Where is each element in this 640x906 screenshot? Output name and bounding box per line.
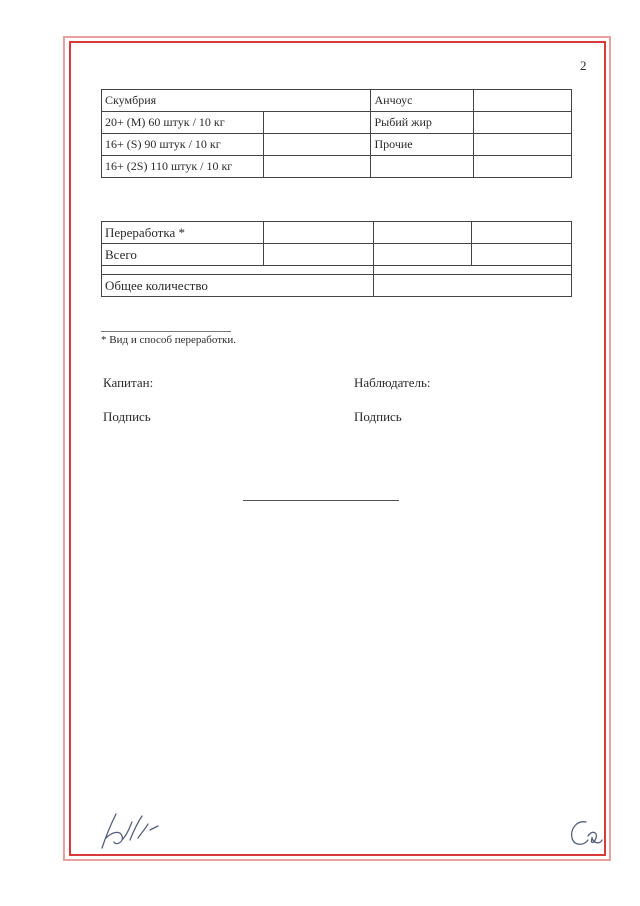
table-cell-label xyxy=(371,156,474,178)
observer-label: Наблюдатель: xyxy=(354,375,431,390)
captain-label: Капитан: xyxy=(103,375,154,390)
table-row xyxy=(102,244,572,266)
handwritten-signature-right xyxy=(566,816,606,850)
table-cell-label: Всего xyxy=(102,244,264,266)
table-row xyxy=(102,266,572,275)
handwritten-signature-left xyxy=(98,808,168,852)
table-row xyxy=(102,156,572,178)
table-cell-empty xyxy=(472,244,572,266)
signature-line xyxy=(243,500,399,501)
catch-table xyxy=(101,89,572,178)
table-cell-empty xyxy=(373,222,472,244)
table-row xyxy=(102,134,572,156)
table-cell-empty xyxy=(373,244,472,266)
footnote-divider xyxy=(101,331,231,332)
table-cell-empty xyxy=(373,266,571,275)
table-row xyxy=(102,275,572,297)
table-cell-empty xyxy=(474,134,572,156)
table-cell-empty xyxy=(472,222,572,244)
table-cell-empty xyxy=(263,244,373,266)
table-cell-empty xyxy=(474,90,572,112)
captain-signature-label: Подпись xyxy=(103,409,151,424)
table-cell-empty xyxy=(263,134,371,156)
table-cell-label: Переработка * xyxy=(102,222,264,244)
table-cell-label: Общее количество xyxy=(102,275,374,297)
table-cell-label: 16+ (S) 90 штук / 10 кг xyxy=(102,134,264,156)
page-number: 2 xyxy=(580,58,587,73)
table-cell-label: Скумбрия xyxy=(102,90,371,112)
totals-table xyxy=(101,221,572,297)
table-cell-empty xyxy=(373,275,571,297)
table-cell-label: 16+ (2S) 110 штук / 10 кг xyxy=(102,156,264,178)
table-row xyxy=(102,222,572,244)
table-cell-empty xyxy=(263,112,371,134)
table-cell-empty xyxy=(474,112,572,134)
table-cell-label: Рыбий жир xyxy=(371,112,474,134)
table-cell-empty xyxy=(263,156,371,178)
observer-signature-label: Подпись xyxy=(354,409,402,424)
table-cell-label: Прочие xyxy=(371,134,474,156)
footnote: * Вид и способ переработки. xyxy=(101,334,237,346)
table-row xyxy=(102,90,572,112)
table-cell-label: 20+ (M) 60 штук / 10 кг xyxy=(102,112,264,134)
table-cell-empty xyxy=(263,222,373,244)
table-cell-label: Анчоус xyxy=(371,90,474,112)
table-cell-empty xyxy=(474,156,572,178)
table-row xyxy=(102,112,572,134)
table-cell-empty xyxy=(102,266,374,275)
